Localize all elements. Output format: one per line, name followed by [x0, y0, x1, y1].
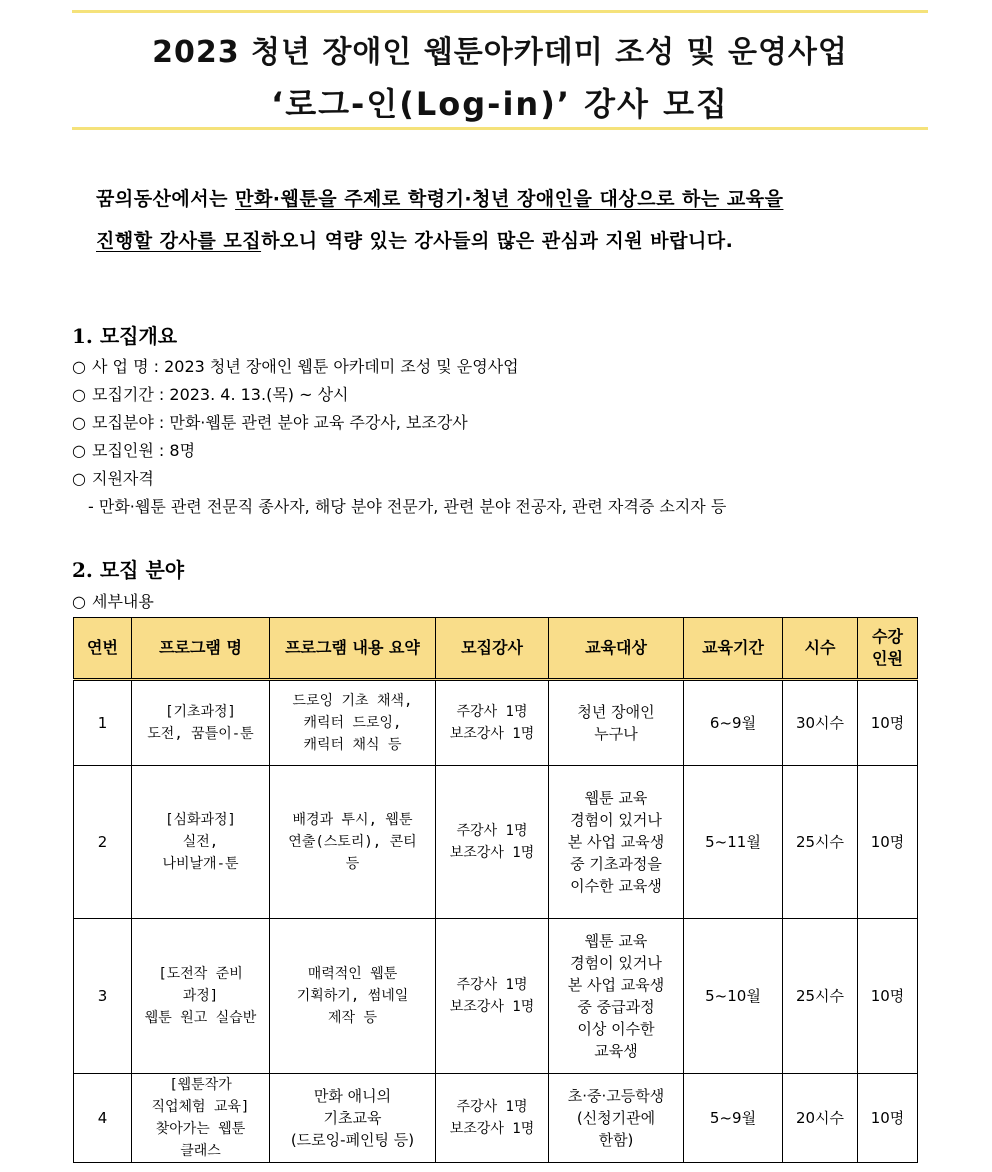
header-cell: 모집강사	[436, 618, 549, 680]
bullet-circle-icon: ○	[72, 441, 86, 460]
section-1-title: 1. 모집개요	[72, 324, 178, 348]
details-item: ○ 세부내용	[72, 592, 154, 611]
bullet-circle-icon: ○	[72, 592, 86, 611]
cell-number: 1	[74, 680, 132, 766]
header-cell: 수강 인원	[858, 618, 918, 680]
header-cell: 프로그램 명	[132, 618, 270, 680]
cell-program-name: [웹툰작가 직업체험 교육] 찾아가는 웹툰 클래스	[132, 1074, 270, 1163]
cell-hours: 25시수	[783, 766, 858, 919]
cell-capacity: 10명	[858, 919, 918, 1074]
header-cell: 교육대상	[549, 618, 684, 680]
cell-program-name: [심화과정] 실전, 나비날개-툰	[132, 766, 270, 919]
cell-hours: 20시수	[783, 1074, 858, 1163]
header-cell: 시수	[783, 618, 858, 680]
bullet-circle-icon: ○	[72, 385, 86, 404]
overview-sub-item: - 만화·웹툰 관련 전문직 종사자, 해당 분야 전문가, 관련 분야 전공자, 관련 자격증 소지자 등	[88, 497, 727, 516]
header-cell: 연번	[74, 618, 132, 680]
cell-hours: 30시수	[783, 680, 858, 766]
cell-number: 4	[74, 1074, 132, 1163]
header-cell: 교육기간	[684, 618, 783, 680]
intro-paragraph-line-2	[96, 226, 906, 253]
recruitment-table	[73, 617, 918, 1163]
cell-period: 5~9월	[684, 1074, 783, 1163]
cell-capacity: 10명	[858, 680, 918, 766]
title-line-2: ‘로그-인(Log-in)’ 강사 모집	[271, 85, 729, 123]
overview-item: ○ 지원자격	[72, 469, 154, 488]
bullet-circle-icon: ○	[72, 357, 86, 376]
header-cell: 프로그램 내용 요약	[270, 618, 436, 680]
title-line-1: 2023 청년 장애인 웹툰아카데미 조성 및 운영사업	[152, 35, 848, 70]
intro-text: 하오니 역량 있는 강사들의 많은 관심과 지원 바랍니다.	[261, 230, 734, 252]
cell-target: 웹툰 교육 경험이 있거나 본 사업 교육생 중 중급과정 이상 이수한 교육생	[549, 919, 684, 1074]
cell-target: 초·중·고등학생 (신청기관에 한함)	[549, 1074, 684, 1163]
cell-target: 청년 장애인 누구나	[549, 680, 684, 766]
overview-item: ○ 모집인원 : 8명	[72, 441, 196, 460]
cell-program-summary: 만화 애니의 기초교육 (드로잉-페인팅 등)	[270, 1074, 436, 1163]
overview-item: ○ 모집기간 : 2023. 4. 13.(목) ~ 상시	[72, 385, 349, 404]
table-header-row	[74, 618, 918, 680]
cell-instructors: 주강사 1명 보조강사 1명	[436, 1074, 549, 1163]
cell-capacity: 10명	[858, 1074, 918, 1163]
bullet-circle-icon: ○	[72, 469, 86, 488]
section-2-title: 2. 모집 분야	[72, 558, 185, 582]
bullet-circle-icon: ○	[72, 413, 86, 432]
overview-item: ○ 사 업 명 : 2023 청년 장애인 웹툰 아카데미 조성 및 운영사업	[72, 357, 519, 376]
cell-period: 6~9월	[684, 680, 783, 766]
table-row	[74, 1074, 918, 1163]
cell-number: 2	[74, 766, 132, 919]
cell-target: 웹툰 교육 경험이 있거나 본 사업 교육생 중 기초과정을 이수한 교육생	[549, 766, 684, 919]
intro-paragraph-line-1	[96, 184, 906, 211]
intro-text: 꿈의동산에서는	[96, 188, 236, 210]
cell-program-summary: 드로잉 기초 채색, 캐릭터 드로잉, 캐릭터 채식 등	[270, 680, 436, 766]
cell-capacity: 10명	[858, 766, 918, 919]
cell-program-name: [기초과정] 도전, 꿈틀이-툰	[132, 680, 270, 766]
intro-underlined-text: 진행할 강사를 모집	[96, 230, 262, 252]
table-row	[74, 919, 918, 1074]
cell-instructors: 주강사 1명 보조강사 1명	[436, 680, 549, 766]
cell-program-summary: 매력적인 웹툰 기획하기, 썸네일 제작 등	[270, 919, 436, 1074]
overview-item: ○ 모집분야 : 만화·웹툰 관련 분야 교육 주강사, 보조강사	[72, 413, 468, 432]
cell-program-name: [도전작 준비 과정] 웹툰 원고 실습반	[132, 919, 270, 1074]
cell-program-summary: 배경과 투시, 웹툰 연출(스토리), 콘티 등	[270, 766, 436, 919]
cell-period: 5~11월	[684, 766, 783, 919]
table-row	[74, 766, 918, 919]
cell-instructors: 주강사 1명 보조강사 1명	[436, 766, 549, 919]
cell-hours: 25시수	[783, 919, 858, 1074]
table-row	[74, 680, 918, 766]
intro-underlined-text: 만화·웹툰을 주제로 학령기·청년 장애인을 대상으로 하는 교육을	[235, 188, 784, 210]
cell-period: 5~10월	[684, 919, 783, 1074]
cell-number: 3	[74, 919, 132, 1074]
title-box	[72, 10, 928, 130]
cell-instructors: 주강사 1명 보조강사 1명	[436, 919, 549, 1074]
